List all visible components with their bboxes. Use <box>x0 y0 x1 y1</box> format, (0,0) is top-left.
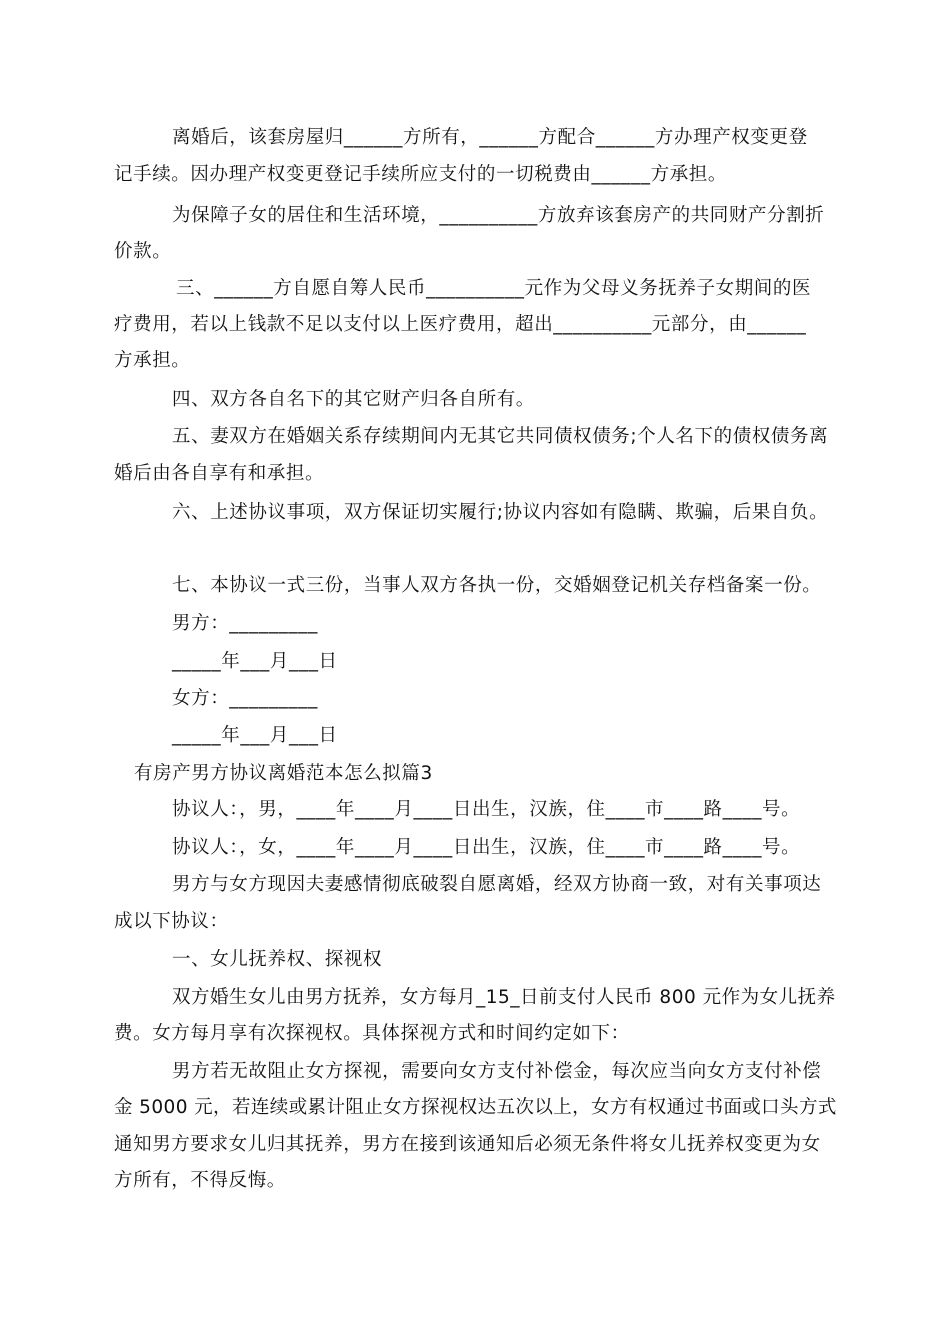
text-line: 方所有，不得反悔。 <box>114 1170 286 1191</box>
text-line: 双方婚生女儿由男方抚养，女方每月_15_日前支付人民币 800 元作为女儿抚养 <box>172 987 836 1008</box>
text-line: 离婚后，该套房屋归______方所有，______方配合______方办理产权变更登 <box>172 127 808 148</box>
text-line: 婚后由各自享有和承担。 <box>114 463 325 484</box>
text-line: 七、本协议一式三份，当事人双方各执一份，交婚姻登记机关存档备案一份。 <box>172 575 822 596</box>
text-line: 金 5000 元，若连续或累计阻止女方探视权达五次以上，女方有权通过书面或口头方式 <box>114 1097 837 1118</box>
text-line: 费。女方每月享有次探视权。具体探视方式和时间约定如下： <box>114 1023 630 1044</box>
text-line: 通知男方要求女儿归其抚养，男方在接到该通知后必须无条件将女儿抚养权变更为女 <box>114 1134 821 1155</box>
text-line: 六、上述协议事项，双方保证切实履行;协议内容如有隐瞒、欺骗，后果自负。 <box>172 502 829 523</box>
text-line: 为保障子女的居住和生活环境，__________方放弃该套房产的共同财产分割折 <box>172 205 825 226</box>
section-title: 有房产男方协议离婚范本怎么拟篇3 <box>134 763 433 784</box>
signature-female: 女方：_________ <box>172 688 318 709</box>
text-line: 价款。 <box>114 241 172 262</box>
signature-date: _____年___月___日 <box>172 725 338 746</box>
text-line: 四、双方各自名下的其它财产归各自所有。 <box>172 389 535 410</box>
clause-heading: 一、女儿抚养权、探视权 <box>172 949 383 970</box>
party-line-female: 协议人：，女，____年____月____日出生，汉族，住____市____路____号。 <box>172 837 801 858</box>
signature-date: _____年___月___日 <box>172 651 338 672</box>
text-line: 男方若无故阻止女方探视，需要向女方支付补偿金，每次应当向女方支付补偿 <box>172 1061 822 1082</box>
text-line: 方承担。 <box>114 350 191 371</box>
text-line: 五、妻双方在婚姻关系存续期间内无其它共同债权债务;个人名下的债权债务离 <box>172 426 829 447</box>
text-line: 记手续。因办理产权变更登记手续所应支付的一切税费由______方承担。 <box>114 164 728 185</box>
party-line-male: 协议人：，男，____年____月____日出生，汉族，住____市____路____号。 <box>172 799 801 820</box>
text-line: 疗费用，若以上钱款不足以支付以上医疗费用，超出__________元部分，由______ <box>114 314 807 335</box>
text-line: 三、______方自愿自筹人民币__________元作为父母义务抚养子女期间的医 <box>176 278 812 299</box>
text-line: 成以下协议： <box>114 911 229 932</box>
signature-male: 男方：_________ <box>172 613 318 634</box>
text-line: 男方与女方现因夫妻感情彻底破裂自愿离婚，经双方协商一致，对有关事项达 <box>172 874 822 895</box>
